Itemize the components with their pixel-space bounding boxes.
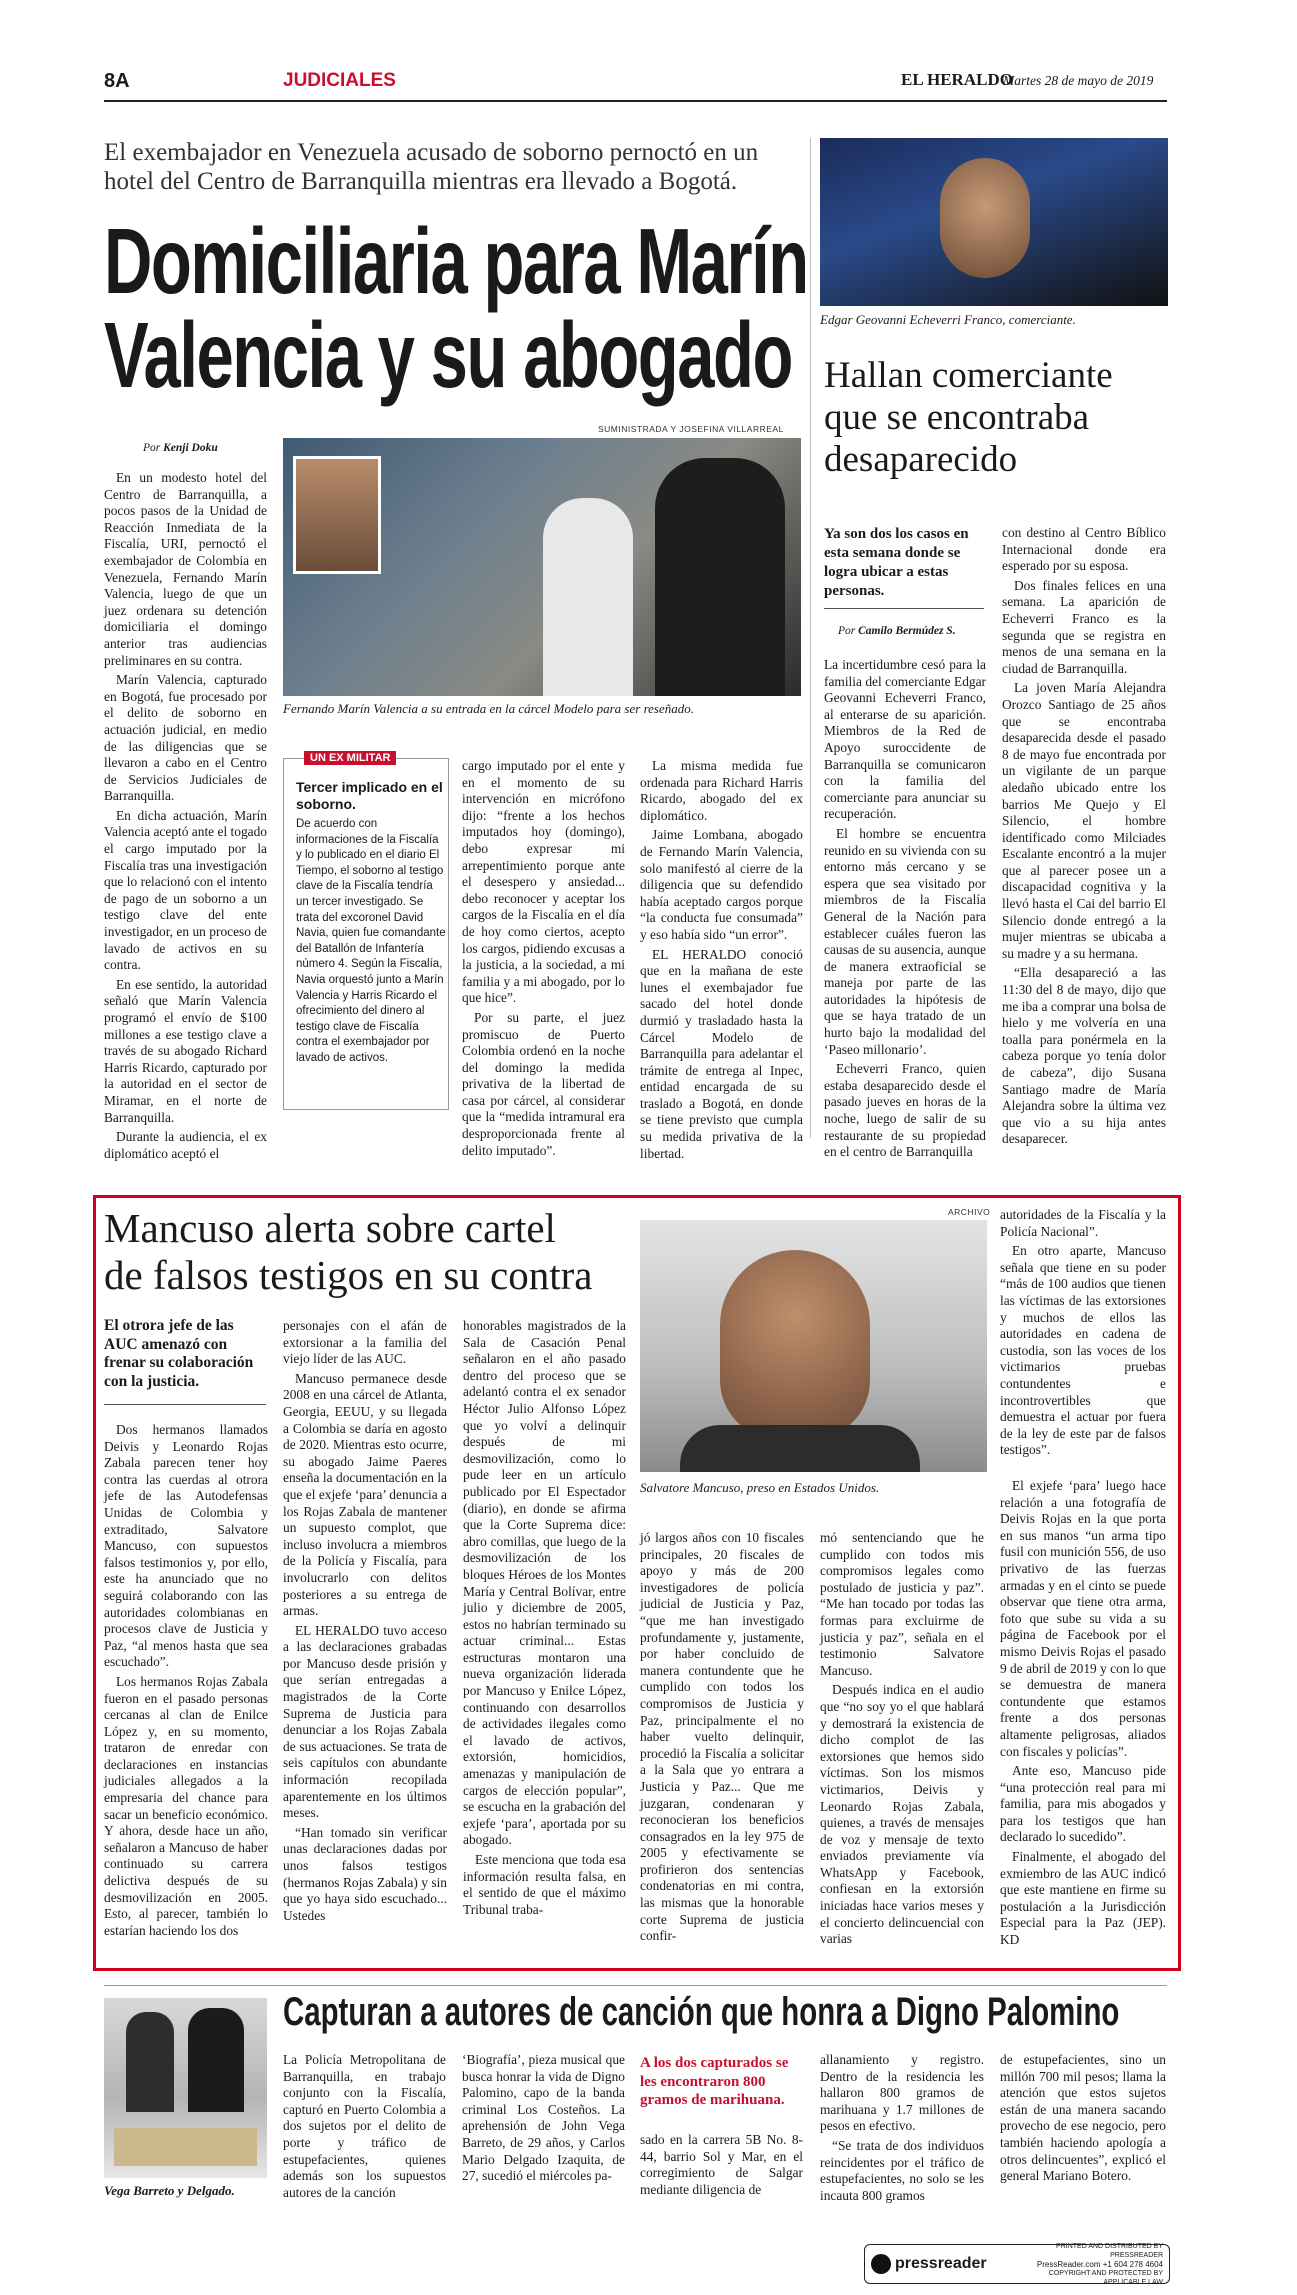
paragraph: EL HERALDO tuvo acceso a las declaraciones grabadas por Mancuso desde prisión y que serían entregadas a magistrados de la Corte Suprema de Justicia para denunciar a los Rojas Zabala de sus actuaciones. Se trata de seis capítulos con abundante información recopilada aparentemente en los últimos meses. [283, 1622, 447, 1821]
paragraph: Mancuso permanece desde 2008 en una cárcel de Atlanta, Georgia, EEUU, y su llegada a Colombia se daría en agosto de 2020. Mientras esto ocurre, su abogado Jaime Paeres enseña la documentación en la que el exjefe ‘para’ denuncia a los Rojas Zabala de mantener un supuesto complot, que incluso involucra a miembros de la Policía y Fiscalía, para involucrarlo con delitos posteriores a su entrega de armas. [283, 1370, 447, 1619]
paragraph: autoridades de la Fiscalía y la Policía Nacional”. [1000, 1207, 1166, 1239]
mancuso-photo-credit: ARCHIVO [948, 1207, 991, 1217]
bottom-pullquote: A los dos capturados se les encontraron 800 gramos de marihuana. [640, 2055, 789, 2108]
paragraph: honorables magistrados de la Sala de Casación Penal señalaron en el año pasado dentro del proceso que se adelantó contra el ex senador Héctor Julio Alfonso López que yo volví a delinquir después de mi desmovilización, como lo pude leer en un artículo publicado por El Espectador (diario), en donde se afirma que la Corte Suprema dice: abro comillas, que luego de la desmovilización de los bloques Héroes de los Montes María y Central Bolívar, entre julio y diciembre de 2005, estos no habrían terminado su actuar criminal... Estas estructuras montaron una nueva organización liderada por Mancuso y Enilce López, continuando con desarrollos de actividades ilegales como el lavado de activos, extorsión, homicidios, amenazas y manipulación de cargos de elección popular”, se escucha en la grabación del exjefe ‘para’, aportada por su abogado. [463, 1318, 626, 1848]
side-photo-caption: Edgar Geovanni Echeverri Franco, comerciante. [820, 312, 1076, 327]
seized-items [114, 2128, 257, 2166]
paragraph: Dos hermanos llamados Deivis y Leonardo Rojas Zabala parecen tener hoy contra las cuerdas al otrora jefe de las Autodefensas Unidas de Colombia y extraditado, Salvatore Mancuso, con supuestos falsos testimonios y, por ello, este ha anunciado que no seguirá colaborando con las autoridades colombianas en procesos clave de Justicia y Paz, “al menos hasta que sea escuchado”. [104, 1422, 268, 1670]
mancuso-deck-rule [104, 1404, 266, 1405]
paragraph: Durante la audiencia, el ex diplomático aceptó el [104, 1129, 267, 1161]
side-deck: Ya son dos los casos en esta semana donde se logra ubicar a estas personas. [824, 526, 969, 599]
lead-headline-line2: Valencia y su abogado [104, 303, 792, 407]
paragraph: ‘Biografía’, pieza musical que busca honrar la vida de Digno Palomino, capo de la banda criminal Los Costeños. La aprehensión de John Vega Barreto, de 29 años, y Carlos Mario Delgado Izaquita, de 27, sucedió el miércoles pa- [462, 2052, 625, 2184]
lead-kicker: El exembajador en Venezuela acusado de soborno pernoctó en un hotel del Centro de Barranquilla mientras era llevado a Bogotá. [104, 139, 759, 195]
bottom-headline: Capturan a autores de canción que honra a Digno Palomino [283, 1990, 1120, 2034]
paragraph: En otro aparte, Mancuso señala que tiene en su poder “más de 100 audios que tienen las víctimas de las extorsiones y muchos de ellos las autoridades en cadena de custodia, son las voces de los victimarios pruebas contundentes e incontrovertibles que demuestra el actuar por fuera de la ley de este par de falsos testigos”. [1000, 1243, 1166, 1458]
mancuso-head [720, 1250, 870, 1440]
person-white-shirt [543, 498, 633, 696]
paragraph: La Policía Metropolitana de Barranquilla, en trabajo conjunto con la Fiscalía, capturó en Puerto Colombia a dos sujetos por el delito de porte y tráfico de estupefacientes, quienes además son los supuestos autores de la canción [283, 2052, 446, 2200]
paragraph: sado en la carrera 5B No. 8-44, barrio Sol y Mar, en el corregimiento de Salgar mediante diligencia de [640, 2132, 803, 2197]
mancuso-photo [640, 1220, 987, 1472]
side-byline [838, 625, 956, 637]
paragraph: Dos finales felices en una semana. La aparición de Echeverri Franco es la segunda que se registra en menos de una semana en la ciudad de Barranquilla. [1002, 577, 1166, 676]
paragraph: El hombre se encuentra reunido en su vivienda con su entorno más cercano y se espera que sea visitado por miembros de la Fiscalía General de la Nación para establecer cuáles fueron las causas de su ausencia, aunque de manera extraoficial se maneja por parte de las autoridades la hipótesis de que se haya tratado de un hurto bajo la modalidad del ‘Paseo millonario’. [824, 825, 986, 1057]
suspect-1 [126, 2012, 174, 2112]
paragraph: con destino al Centro Bíblico Internacional donde era esperado por su esposa. [1002, 525, 1166, 574]
column-divider [810, 138, 811, 1138]
lead-byline [143, 442, 218, 454]
pressreader-brand: pressreader [895, 2255, 987, 2272]
lead-photo-credit: SUMINISTRADA Y JOSEFINA VILLARREAL [598, 424, 784, 434]
page-number: 8A [104, 70, 130, 92]
lead-photo [283, 438, 801, 696]
paragraph: Echeverri Franco, quien estaba desaparecido desde el pasado jueves en horas de la noche, luego de salir de su restaurante de su propiedad en el centro de Barranquilla [824, 1061, 986, 1160]
suspect-2 [188, 2008, 244, 2112]
lead-col3 [462, 758, 625, 1162]
bottom-col1 [283, 2052, 446, 2204]
section-label: JUDICIALES [283, 70, 396, 91]
paragraph: Marín Valencia, capturado en Bogotá, fue procesado por el delito de soborno en actuación judicial, en medio de las diligencias que se llevaron a cabo en el Centro de Servicios Judiciales de Barranquilla. [104, 672, 267, 804]
lead-byline-name: Kenji Doku [163, 442, 218, 454]
paragraph: En dicha actuación, Marín Valencia aceptó ante el togado el cargo imputado por la Fiscalía tras una investigación que lo relacionó con el intento de pago de un soborno a un testigo clave del ente investigador, en un proceso de lavado de activos en su contra. [104, 807, 267, 973]
paragraph: El exjefe ‘para’ luego hace relación a una fotografía de Deivis Rojas en la que porta en sus manos “un arma tipo fusil con munición 556, de uso privativo de las fuerzas armadas y en el cinto se puede observar que tiene otra arma, foto que sube su vida a su página de Facebook por el mismo Deivis Rojas el pasado 9 de abril de 2019 y con lo que se demuestra de manera contundente que estamos frente a dos personas altamente peligrosas, aliados con fiscales y policías”. [1000, 1478, 1166, 1759]
lead-sidebar [283, 752, 449, 1110]
mancuso-headline-line2: de falsos testigos en su contra [104, 1252, 593, 1298]
paragraph: Por su parte, el juez promiscuo de Puerto Colombia ordenó en la noche del domingo la medida privativa de la libertad de casa por cárcel, al considerar que la “medida intramural era desproporcionada frente al delito imputado”. [462, 1009, 625, 1158]
mancuso-headline-line1: Mancuso alerta sobre cartel [104, 1205, 556, 1251]
side-col2 [1002, 525, 1166, 1151]
lead-col4 [640, 758, 803, 1165]
side-photo [820, 138, 1168, 306]
person-guard [655, 458, 785, 696]
issue-date: Martes 28 de mayo de 2019 [1003, 73, 1154, 88]
masthead: EL HERALDO [901, 70, 1013, 89]
mancuso-col3 [463, 1318, 626, 1921]
paragraph: EL HERALDO conoció que en la mañana de este lunes el exembajador fue sacado del hotel donde durmió y trasladado hasta la Cárcel Modelo de Barranquilla para adelantar el trámite de entrega al Inpec, entidad encargada de su traslado a Bogotá, en donde se tiene previsto que cumpla su medida privativa de la libertad. [640, 946, 803, 1161]
legal-line2: PressReader.com +1 604 278 4604 [1036, 2259, 1163, 2269]
face [940, 158, 1030, 278]
mancuso-col4 [640, 1530, 804, 1948]
legal-line3: COPYRIGHT AND PROTECTED BY APPLICABLE LAW [1048, 2269, 1163, 2286]
paragraph: “Ella desapareció a las 11:30 del 8 de mayo, dijo que me iba a comprar una bolsa de hielo y me volvería en una toalla para ponérmela en la cabeza porque yo tenía dolor de cabeza”, dijo Susana Santiago madre de María Alejandra sobre la última vez que vio a su hija antes desaparecer. [1002, 965, 1166, 1147]
paragraph: allanamiento y registro. Dentro de la residencia les hallaron 800 gramos de marihuana y 1.7 millones de pesos en efectivo. [820, 2052, 984, 2134]
mancuso-col6-top [1000, 1207, 1166, 1462]
mancuso-photo-caption: Salvatore Mancuso, preso en Estados Unidos. [640, 1480, 880, 1495]
sidebar-tag: UN EX MILITAR [304, 751, 396, 765]
mancuso-col5 [820, 1530, 984, 1951]
paragraph: Después indica en el audio que “no soy yo el que hablará y demostrará la existencia de dicho complot de las extorsiones que hemos sido víctimas. Son los mismos victimarios, Deivis y Leonardo Rojas Zabala, quienes, a través de mensajes de voz y mensaje de texto enviados previamente vía WhatsApp y Facebook, confiesan en la extorsión iniciadas hace varios meses y el concierto delincuencial con varias [820, 1682, 984, 1947]
mancuso-col2 [283, 1318, 447, 1927]
mancuso-shirt [680, 1425, 920, 1472]
paragraph: mó sentenciando que he cumplido con todos mis compromisos legales como postulado de justicia y paz”. “Me han tocado por todas las formas para excluirme de justicia y paz”, señala en el testimonio Salvatore Mancuso. [820, 1530, 984, 1678]
pressreader-legal [1007, 2242, 1163, 2287]
header-rule [104, 100, 1167, 102]
bottom-col2 [462, 2052, 625, 2188]
lead-photo-caption: Fernando Marín Valencia a su entrada en la cárcel Modelo para ser reseñado. [283, 701, 694, 716]
paragraph: “Han tomado sin verificar unas declaraciones dadas por unos falsos testigos (hermanos Rojas Zabala) y sin que yo haya sido escuchado... Ustedes [283, 1824, 447, 1923]
lead-headline [104, 209, 896, 407]
bottom-rule [104, 1985, 1167, 1986]
mancuso-col6-bottom [1000, 1478, 1166, 1952]
deck-rule [824, 608, 984, 609]
inset-portrait [293, 456, 381, 574]
paragraph: En ese sentido, la autoridad señaló que Marín Valencia programó el envío de $100 millones a ese testigo clave a través de su abogado Richard Harris Ricardo, capturado por la autoridad en el sector de Miramar, en el norte de Barranquilla. [104, 976, 267, 1125]
bottom-col4 [820, 2052, 984, 2207]
bottom-photo [104, 1998, 267, 2178]
paragraph: Ante eso, Mancuso pide “una protección real para mi familia, para mis abogados y para los testigos que han declarado lo sucedido”. [1000, 1763, 1166, 1845]
side-byline-name: Camilo Bermúdez S. [858, 625, 956, 637]
mancuso-deck: El otrora jefe de las AUC amenazó con frenar su colaboración con la justicia. [104, 1317, 254, 1390]
paragraph: Los hermanos Rojas Zabala fueron en el pasado personas cercanas al clan de Enilce López y, en su momento, trataron de enredar con declaraciones en instancias judiciales allegados a la empresaria del chance para sacar un beneficio económico. Y ahora, desde hace un año, señalaron a Mancuso de haber continuado su carrera delictiva después de su desmovilización en 2005. Esto, al parecer, también lo estarían haciendo los dos [104, 1673, 268, 1938]
paragraph: En un modesto hotel del Centro de Barranquilla, a pocos pasos de la Unidad de Reacción Inmediata de la Fiscalía, URI, pernoctó el exembajador de Colombia en Venezuela, Fernando Marín Valencia, luego de que un juez ordenara su detención domiciliaria el domingo anterior tras audiencias preliminares en su contra. [104, 470, 267, 668]
side-headline: Hallan comerciante que se encontraba desaparecido [824, 355, 1113, 480]
paragraph: personajes con el afán de extorsionar a la familia del viejo líder de las AUC. [283, 1318, 447, 1367]
pressreader-logo-icon [871, 2254, 891, 2274]
paragraph: “Se trata de dos individuos reincidentes por el tráfico de estupefacientes, no solo se les incauta 800 gramos [820, 2137, 984, 2203]
paragraph: jó largos años con 10 fiscales principales, 20 fiscales de apoyo y más de 200 investigadores de policía judicial de Justicia y Paz, “que me han investigado profundamente y, justamente, por haber concluido de manera contundente que he cumplido con todos los compromisos de Justicia y Paz, principalmente el no haber vuelto delinquir, procedió la Fiscalía a solicitar a la Sala que yo entrara a Justicia y Paz... Que me juzgaran, condenaran y reconocieran los beneficios consagrados en la ley 975 de 2005 y efectivamente se profirieron dos sentencias condenatorias en mi contra, las mismas que la honorable corte Suprema de justicia confir- [640, 1530, 804, 1944]
side-byline-prefix: Por [838, 625, 856, 637]
legal-line1: PRINTED AND DISTRIBUTED BY PRESSREADER [1056, 2242, 1163, 2259]
sidebar-body: De acuerdo con informaciones de la Fiscalía y lo publicado en el diario El Tiempo, el soborno al testigo clave de la Fiscalía tendría un tercer investigado. Se trata del excoronel David Navia, quien fue comandante del Batallón de Infantería número 4. Según la Fiscalía, Navia orquestó junto a Marín Valencia y Harris Ricardo el ofrecimiento del dinero al testigo clave de Fiscalía contra el exembajador por lavado de activos. [296, 818, 446, 1064]
paragraph: La joven María Alejandra Orozco Santiago de 25 años que se encontraba desaparecida desde el pasado 8 de mayo fue encontrada por un vigilante de un parque aledaño ubicado entre los barrios Me Quejo y El Silencio, el hombre identificado como Milciades Escalante encontró a la mujer que al parecer posee un a discapacidad cognitiva y la llevó hasta el Cai del barrio El Silencio donde entregó a la mujer mientras se ubicaba a su madre y a su hermana. [1002, 680, 1166, 961]
paragraph: Este menciona que toda esa información resulta falsa, en el sentido de que el máximo Tribunal traba- [463, 1852, 626, 1917]
paragraph: cargo imputado por el ente y en el momento de su intervención en micrófono dijo: “frente a los hechos imputados hoy (domingo), debo expresar mi arrepentimiento porque ante el desespero y ansiedad... debo reconocer y aceptar los cargos de la Fiscalía en el día de hoy como ciertos, acepto los cargos, pidiendo excusas a la justicia, a la sociedad, a mi familia y a mi abogado, por lo que hice”. [462, 758, 625, 1006]
mancuso-col1 [104, 1422, 268, 1942]
bottom-col5 [1000, 2052, 1166, 2188]
paragraph: Jaime Lombana, abogado de Fernando Marín Valencia, solo manifestó al cierre de la diligencia que su defendido había aceptado cargos porque “la conducta fue consumada” y eso había sido “un error”. [640, 827, 803, 942]
lead-headline-line1: Domiciliaria para Marín [104, 209, 808, 313]
lead-col1 [104, 470, 267, 1165]
bottom-photo-caption: Vega Barreto y Delgado. [104, 2183, 235, 2198]
side-col1 [824, 657, 986, 1164]
sidebar-title: Tercer implicado en el soborno. [296, 779, 443, 812]
bottom-col3 [640, 2132, 803, 2201]
paragraph: La incertidumbre cesó para la familia del comerciante Edgar Geovanni Echeverri Franco, al enterarse de su aparición. Miembros de la Red de Apoyo suroccidente de Barranquilla se comunicaron con la familia del comerciante para anunciar su recuperación. [824, 657, 986, 822]
mancuso-headline [104, 1205, 644, 1299]
pressreader-badge [864, 2244, 1170, 2284]
paragraph: La misma medida fue ordenada para Richard Harris Ricardo, abogado del ex diplomático. [640, 758, 803, 823]
paragraph: de estupefacientes, sino un millón 700 mil pesos; llama la atención que estos sujetos están de una manera sacando provecho de ese negocio, pero también haciendo apología a otros delincuentes”, explicó el general Mariano Botero. [1000, 2052, 1166, 2184]
paragraph: Finalmente, el abogado del exmiembro de las AUC indicó que este mantiene en firme su postulación a la Jurisdicción Especial para la Paz (JEP). KD [1000, 1849, 1166, 1948]
lead-byline-prefix: Por [143, 442, 161, 454]
